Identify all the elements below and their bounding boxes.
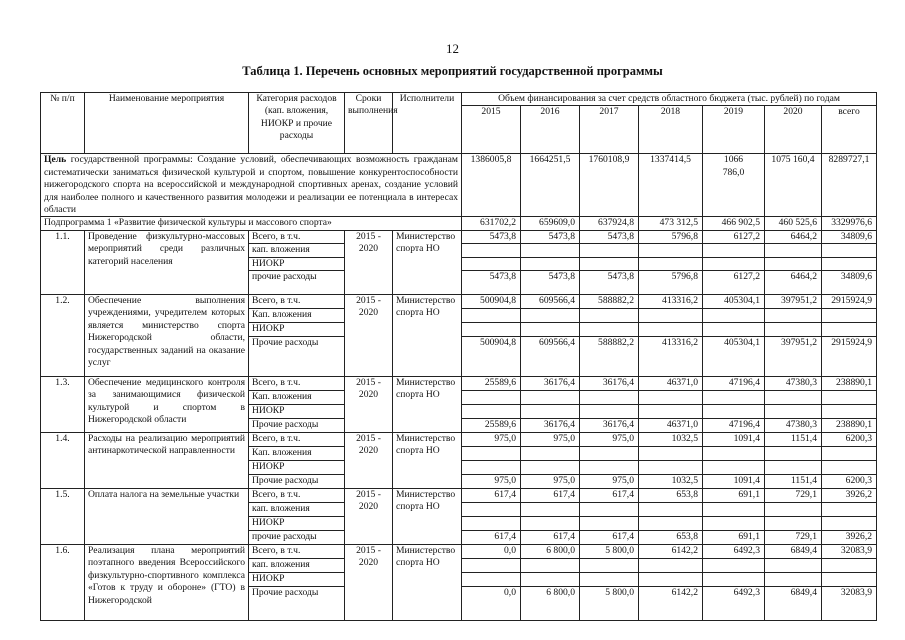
funding-value: 46371,0	[639, 419, 703, 433]
activity-number: 1.5.	[41, 489, 85, 545]
funding-value: 617,4	[580, 531, 639, 545]
expense-category: Всего, в т.ч.	[249, 433, 345, 447]
funding-value	[521, 244, 580, 257]
funding-value	[639, 503, 703, 517]
funding-value	[580, 309, 639, 323]
funding-value: 6142,2	[639, 587, 703, 621]
goal-value: 1664251,5	[521, 154, 580, 217]
funding-value	[765, 573, 822, 587]
funding-value: 36176,4	[580, 419, 639, 433]
funding-value	[703, 244, 765, 257]
funding-value	[462, 559, 521, 573]
funding-value	[639, 573, 703, 587]
activity-name: Оплата налога на земельные участки	[85, 489, 249, 545]
funding-value	[765, 244, 822, 257]
funding-value	[521, 405, 580, 419]
funding-value: 405304,1	[703, 295, 765, 309]
funding-value: 47380,3	[765, 377, 822, 391]
expense-category: НИОКР	[249, 405, 345, 419]
funding-value: 6464,2	[765, 271, 822, 295]
funding-value	[462, 323, 521, 337]
expense-category: НИОКР	[249, 323, 345, 337]
table-row	[41, 489, 877, 503]
funding-value	[703, 257, 765, 270]
funding-value: 405304,1	[703, 337, 765, 377]
expense-category: кап. вложения	[249, 244, 345, 257]
expense-category: Всего, в т.ч.	[249, 545, 345, 559]
funding-value: 975,0	[580, 475, 639, 489]
funding-value: 1032,5	[639, 433, 703, 447]
funding-value: 0,0	[462, 545, 521, 559]
funding-value: 6127,2	[703, 230, 765, 243]
funding-value	[822, 405, 877, 419]
table-row	[41, 433, 877, 447]
funding-value: 691,1	[703, 489, 765, 503]
funding-value: 1151,4	[765, 433, 822, 447]
funding-value: 617,4	[521, 531, 580, 545]
funding-value: 729,1	[765, 531, 822, 545]
subprogram-value: 3329976,6	[822, 217, 877, 230]
funding-value: 5473,8	[521, 230, 580, 243]
funding-value	[462, 461, 521, 475]
funding-value	[822, 257, 877, 270]
activity-executor: Министерство спорта НО	[393, 230, 462, 294]
funding-value: 34809,6	[822, 230, 877, 243]
header-year: 2015	[462, 106, 521, 154]
subprogram-value: 460 525,6	[765, 217, 822, 230]
activity-executor: Министерство спорта НО	[393, 295, 462, 377]
goal-value: 1386005,8	[462, 154, 521, 217]
funding-value	[639, 309, 703, 323]
funding-value	[765, 405, 822, 419]
funding-value	[703, 405, 765, 419]
activity-name: Реализация плана мероприятий поэтапного введения Всероссийского физкультурно-спортивного комплекса «Готов к труду и обороне» (ГТО) в Нижегородской	[85, 545, 249, 621]
funding-value	[521, 391, 580, 405]
funding-value: 5796,8	[639, 271, 703, 295]
funding-value: 975,0	[462, 433, 521, 447]
funding-value: 617,4	[580, 489, 639, 503]
goal-value: 1075 160,4	[765, 154, 822, 217]
funding-value: 6 800,0	[521, 587, 580, 621]
funding-value	[639, 517, 703, 531]
funding-value	[639, 257, 703, 270]
activity-period: 2015 - 2020	[345, 377, 393, 433]
funding-value	[580, 503, 639, 517]
funding-value: 6200,3	[822, 433, 877, 447]
funding-value	[521, 503, 580, 517]
expense-category: Всего, в т.ч.	[249, 377, 345, 391]
subprogram-value: 466 902,5	[703, 217, 765, 230]
expense-category: Прочие расходы	[249, 419, 345, 433]
funding-value: 6142,2	[639, 545, 703, 559]
activity-period: 2015 - 2020	[345, 295, 393, 377]
funding-value	[521, 447, 580, 461]
funding-value	[462, 405, 521, 419]
funding-value	[462, 391, 521, 405]
goal-description: государственной программы: Создание условий, обеспечивающих возможность гражданам систематически заниматься физической культурой и спортом, повышение конкурентоспособности нижегородского спорта на всероссийской и международной спортивных аренах, создание условий для наиболее полного и качественного развития молодежи и реализации ее потенциала в интересах области	[44, 154, 458, 216]
funding-value	[462, 309, 521, 323]
table-row	[41, 230, 877, 243]
funding-value: 47380,3	[765, 419, 822, 433]
header-year: 2020	[765, 106, 822, 154]
funding-value	[765, 461, 822, 475]
activity-name: Обеспечение медицинского контроля за занимающимися физической культурой и спортом в Нижегородской области	[85, 377, 249, 433]
funding-value: 25589,6	[462, 377, 521, 391]
funding-value	[703, 517, 765, 531]
funding-value: 5473,8	[462, 271, 521, 295]
funding-value: 5473,8	[521, 271, 580, 295]
funding-value: 6492,3	[703, 545, 765, 559]
funding-value: 617,4	[462, 489, 521, 503]
funding-value	[521, 573, 580, 587]
header-period: Сроки выполнения	[345, 93, 393, 154]
funding-value	[462, 447, 521, 461]
funding-value: 5 800,0	[580, 587, 639, 621]
funding-value	[639, 391, 703, 405]
funding-value	[639, 244, 703, 257]
program-activities-table	[40, 92, 877, 621]
funding-value	[822, 503, 877, 517]
activity-number: 1.6.	[41, 545, 85, 621]
funding-value: 500904,8	[462, 337, 521, 377]
funding-value: 609566,4	[521, 295, 580, 309]
funding-value	[822, 391, 877, 405]
funding-value: 0,0	[462, 587, 521, 621]
funding-value: 609566,4	[521, 337, 580, 377]
activity-number: 1.4.	[41, 433, 85, 489]
funding-value: 413316,2	[639, 295, 703, 309]
funding-value	[822, 461, 877, 475]
funding-value	[639, 405, 703, 419]
funding-value	[765, 391, 822, 405]
funding-value: 691,1	[703, 531, 765, 545]
funding-value	[580, 405, 639, 419]
activity-executor: Министерство спорта НО	[393, 377, 462, 433]
funding-value: 617,4	[462, 531, 521, 545]
funding-value: 47196,4	[703, 419, 765, 433]
goal-row	[41, 154, 877, 217]
subprogram-row	[41, 217, 877, 230]
funding-value: 729,1	[765, 489, 822, 503]
funding-value	[580, 461, 639, 475]
activity-period: 2015 - 2020	[345, 230, 393, 294]
funding-value: 653,8	[639, 489, 703, 503]
funding-value: 653,8	[639, 531, 703, 545]
funding-value	[703, 447, 765, 461]
subprogram-value: 637924,8	[580, 217, 639, 230]
funding-value: 5473,8	[580, 230, 639, 243]
funding-value	[822, 447, 877, 461]
funding-value	[580, 559, 639, 573]
funding-value	[822, 309, 877, 323]
header-year: 2019	[703, 106, 765, 154]
header-year: 2016	[521, 106, 580, 154]
expense-category: Кап. вложения	[249, 391, 345, 405]
funding-value	[703, 391, 765, 405]
expense-category: кап. вложения	[249, 503, 345, 517]
funding-value: 2915924,9	[822, 337, 877, 377]
activity-executor: Министерство спорта НО	[393, 489, 462, 545]
funding-value	[765, 323, 822, 337]
activity-period: 2015 - 2020	[345, 489, 393, 545]
funding-value: 6464,2	[765, 230, 822, 243]
funding-value: 32083,9	[822, 545, 877, 559]
funding-value	[703, 323, 765, 337]
header-year: 2018	[639, 106, 703, 154]
expense-category: НИОКР	[249, 573, 345, 587]
funding-value	[765, 447, 822, 461]
funding-value	[703, 559, 765, 573]
funding-value	[462, 573, 521, 587]
funding-value: 5796,8	[639, 230, 703, 243]
funding-value	[580, 517, 639, 531]
expense-category: Всего, в т.ч.	[249, 295, 345, 309]
funding-value: 238890,1	[822, 377, 877, 391]
header-executor: Исполнители	[393, 93, 462, 154]
table-row	[41, 295, 877, 309]
funding-value: 617,4	[521, 489, 580, 503]
funding-value	[580, 573, 639, 587]
header-total: всего	[822, 106, 877, 154]
funding-value	[521, 461, 580, 475]
funding-value	[703, 503, 765, 517]
expense-category: прочие расходы	[249, 271, 345, 295]
funding-value: 397951,2	[765, 295, 822, 309]
goal-text	[41, 154, 462, 217]
funding-value: 1091,4	[703, 433, 765, 447]
funding-value	[521, 559, 580, 573]
subprogram-value: 631702,2	[462, 217, 521, 230]
subprogram-value: 659609,0	[521, 217, 580, 230]
funding-value: 397951,2	[765, 337, 822, 377]
expense-category: Прочие расходы	[249, 475, 345, 489]
funding-value	[639, 559, 703, 573]
goal-value: 1066 786,0	[703, 154, 765, 217]
funding-value	[703, 573, 765, 587]
funding-value	[822, 323, 877, 337]
header-name: Наименование мероприятия	[85, 93, 249, 154]
funding-value: 6200,3	[822, 475, 877, 489]
goal-value: 1760108,9	[580, 154, 639, 217]
funding-value	[822, 559, 877, 573]
funding-value	[462, 244, 521, 257]
activity-number: 1.1.	[41, 230, 85, 294]
goal-value: 8289727,1	[822, 154, 877, 217]
header-category: Категория расходов (кап. вложения, НИОКР и прочие расходы	[249, 93, 345, 154]
expense-category: Кап. вложения	[249, 447, 345, 461]
funding-value: 1151,4	[765, 475, 822, 489]
funding-value: 32083,9	[822, 587, 877, 621]
funding-value: 588882,2	[580, 295, 639, 309]
funding-value	[703, 461, 765, 475]
funding-value: 5 800,0	[580, 545, 639, 559]
funding-value	[521, 257, 580, 270]
goal-label: Цель	[44, 154, 67, 166]
funding-value: 1091,4	[703, 475, 765, 489]
funding-value	[521, 309, 580, 323]
funding-value: 3926,2	[822, 531, 877, 545]
funding-value: 6849,4	[765, 545, 822, 559]
funding-value	[462, 503, 521, 517]
expense-category: НИОКР	[249, 257, 345, 270]
funding-value	[765, 257, 822, 270]
funding-value: 34809,6	[822, 271, 877, 295]
funding-value: 36176,4	[580, 377, 639, 391]
funding-value	[521, 517, 580, 531]
funding-value	[765, 559, 822, 573]
funding-value: 975,0	[521, 433, 580, 447]
funding-value: 6849,4	[765, 587, 822, 621]
activity-number: 1.3.	[41, 377, 85, 433]
funding-value: 6492,3	[703, 587, 765, 621]
funding-value	[703, 309, 765, 323]
activity-executor: Министерство спорта НО	[393, 545, 462, 621]
funding-value: 5473,8	[462, 230, 521, 243]
funding-value	[822, 244, 877, 257]
page-number: 12	[446, 41, 459, 56]
activity-name: Обеспечение выполнения учреждениями, учредителем которых является министерство спорта Нижегородской области, государственных заданий на оказание услуг	[85, 295, 249, 377]
expense-category: НИОКР	[249, 517, 345, 531]
header-num: № п/п	[41, 93, 85, 154]
expense-category: Всего, в т.ч.	[249, 230, 345, 243]
activity-name: Расходы на реализацию мероприятий антинаркотической направленности	[85, 433, 249, 489]
funding-value: 46371,0	[639, 377, 703, 391]
table-row	[41, 377, 877, 391]
funding-value: 500904,8	[462, 295, 521, 309]
funding-value	[580, 447, 639, 461]
header-funding: Объем финансирования за счет средств областного бюджета (тыс. рублей) по годам	[462, 93, 877, 106]
funding-value: 975,0	[521, 475, 580, 489]
funding-value	[580, 257, 639, 270]
funding-value	[462, 517, 521, 531]
activity-number: 1.2.	[41, 295, 85, 377]
header-year: 2017	[580, 106, 639, 154]
goal-value: 1337414,5	[639, 154, 703, 217]
funding-value: 2915924,9	[822, 295, 877, 309]
funding-value: 975,0	[462, 475, 521, 489]
page-title: Таблица 1. Перечень основных мероприятий государственной программы	[242, 64, 663, 78]
funding-value: 1032,5	[639, 475, 703, 489]
funding-value	[521, 323, 580, 337]
funding-value	[639, 461, 703, 475]
funding-value	[822, 517, 877, 531]
funding-value: 25589,6	[462, 419, 521, 433]
funding-value: 47196,4	[703, 377, 765, 391]
expense-category: Кап. вложения	[249, 309, 345, 323]
funding-value: 5473,8	[580, 271, 639, 295]
expense-category: Всего, в т.ч.	[249, 489, 345, 503]
funding-value: 6 800,0	[521, 545, 580, 559]
funding-value	[580, 391, 639, 405]
subprogram-title: Подпрограмма 1 «Развитие физической культуры и массового спорта»	[41, 217, 462, 230]
activity-name: Проведение физкультурно-массовых мероприятий среди различных категорий населения	[85, 230, 249, 294]
table-row	[41, 545, 877, 559]
funding-value: 36176,4	[521, 419, 580, 433]
funding-value: 975,0	[580, 433, 639, 447]
funding-value	[639, 447, 703, 461]
expense-category: Прочие расходы	[249, 587, 345, 621]
funding-value: 3926,2	[822, 489, 877, 503]
funding-value	[639, 323, 703, 337]
funding-value	[580, 323, 639, 337]
funding-value	[822, 573, 877, 587]
activity-executor: Министерство спорта НО	[393, 433, 462, 489]
expense-category: прочие расходы	[249, 531, 345, 545]
expense-category: Прочие расходы	[249, 337, 345, 377]
funding-value	[765, 517, 822, 531]
funding-value	[580, 244, 639, 257]
funding-value: 238890,1	[822, 419, 877, 433]
funding-value: 588882,2	[580, 337, 639, 377]
expense-category: НИОКР	[249, 461, 345, 475]
funding-value: 6127,2	[703, 271, 765, 295]
activity-period: 2015 - 2020	[345, 433, 393, 489]
activity-period: 2015 - 2020	[345, 545, 393, 621]
subprogram-value: 473 312,5	[639, 217, 703, 230]
funding-value	[462, 257, 521, 270]
funding-value: 413316,2	[639, 337, 703, 377]
funding-value	[765, 503, 822, 517]
funding-value	[765, 309, 822, 323]
funding-value: 36176,4	[521, 377, 580, 391]
expense-category: кап. вложения	[249, 559, 345, 573]
